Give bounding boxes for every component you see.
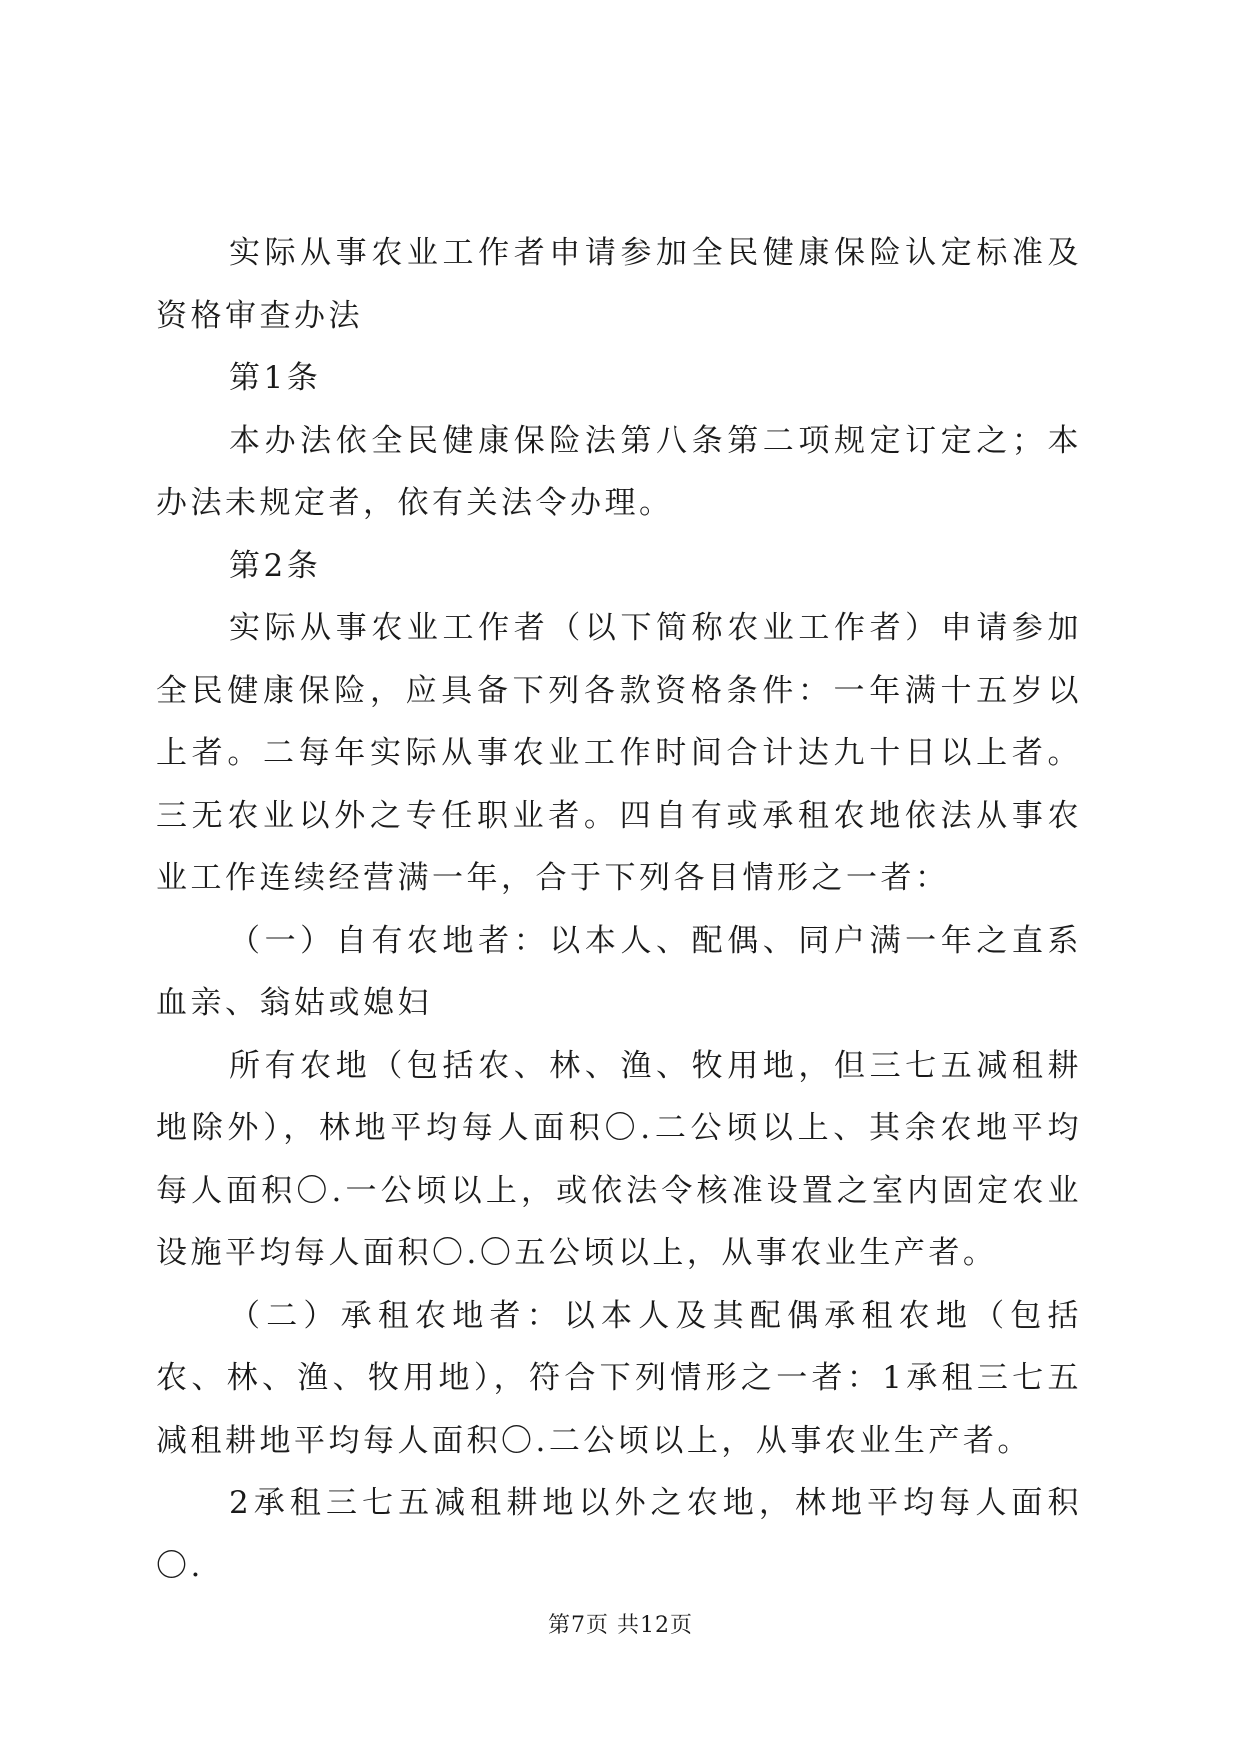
article-heading-1: 第1条 xyxy=(229,360,322,396)
article-2-text: 实际从事农业工作者（以下简称农业工作者）申请参加全民健康保险，应具备下列各款资格条件：一年满十五岁以上者。二每年实际从事农业工作时间合计达九十日以上者。三无农业以外之专任职业者。四自有或承租农地依法从事农业工作连续经营满一年，合于下列各目情形之一者： xyxy=(156,610,1082,896)
clause-2-text: （二）承租农地者：以本人及其配偶承租农地（包括农、林、渔、牧用地），符合下列情形之一者：1承租三七五减租耕地平均每人面积〇.二公顷以上，从事农业生产者。 xyxy=(156,1297,1082,1459)
article-heading-2: 第2条 xyxy=(229,547,322,584)
document-title: 实际从事农业工作者申请参加全民健康保险认定标准及资格审查办法 xyxy=(156,235,1082,334)
document-body xyxy=(156,222,1082,1597)
article-1-text: 本办法依全民健康保险法第八条第二项规定订定之；本办法未规定者，依有关法令办理。 xyxy=(156,422,1082,521)
clause-1-heading: （一）自有农地者：以本人、配偶、同户满一年之直系血亲、翁姑或媳妇 xyxy=(156,922,1082,1021)
clause-2-item-2: 2承租三七五减租耕地以外之农地，林地平均每人面积〇. xyxy=(156,1485,1082,1584)
page-footer: 第7页 共12页 xyxy=(548,1613,693,1638)
clause-1-text: 所有农地（包括农、林、渔、牧用地，但三七五减租耕地除外），林地平均每人面积〇.二公顷以上、其余农地平均每人面积〇.一公顷以上，或依法令核准设置之室内固定农业设施平均每人面积〇.〇五公顷以上，从事农业生产者。 xyxy=(156,1047,1082,1271)
